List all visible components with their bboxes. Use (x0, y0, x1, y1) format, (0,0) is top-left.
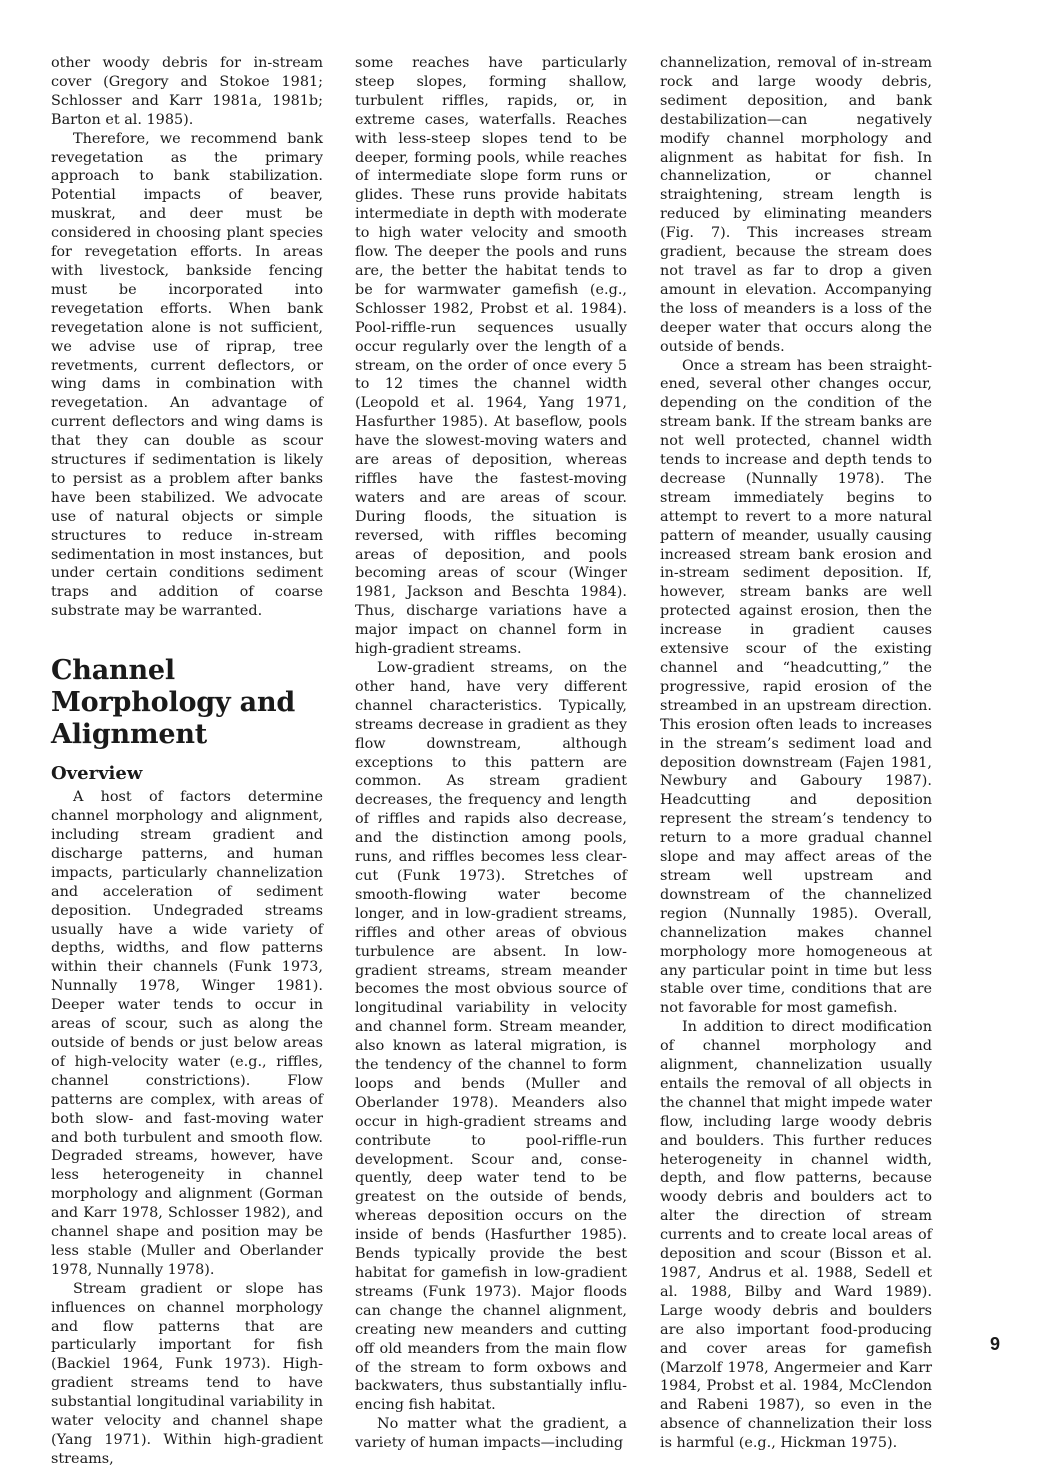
page-number: 9 (990, 1334, 1001, 1354)
body-paragraph: other woody debris for in-stream cover (Gregory and Stokoe 1981; Schlosser and Karr 1981a, 1981b; Barton et al. 1985). (51, 55, 323, 128)
body-paragraph: Therefore, we recommend bank revegetation as the primary approach to bank stabilization. Potential impacts of beaver, muskrat, and deer must be considered in choosing plant species for revegetation efforts. In areas with livestock, bankside fencing must be incorporated into revegetation efforts. When bank revegetation alone is not sufficient, we advise use of riprap, tree revetments, current deflectors, or wing dams in combination with revegetation. An advantage of current deflectors and wing dams is that they can double as scour structures if sedimentation is likely to persist as a problem after banks have been stabilized. We advocate use of natural objects or simple structures to reduce in-stream sedimentation in most instances, but under certain conditions sediment traps and addition of coarse substrate may be warranted. (51, 130, 323, 620)
body-paragraph: A host of factors determine channel morphology and alignment, including stream gradient and discharge patterns, and human impacts, particularly channelization and acceleration of sediment deposition. Undegraded streams usually have a wide variety of depths, widths, and flow patterns within their channels (Funk 1973, Nunnally 1978, Winger 1981). Deeper water tends to occur in areas of scour, such as along the outside of bends or just below areas of high-velocity water (e.g., riffles, channel constrictions). Flow patterns are complex, with areas of both slow- and fast-moving water and both turbulent and smooth flow. Degraded streams, however, have less heterogeneity in channel morphology and alignment (Gorman and Karr 1978, Schlosser 1982), and channel shape and position may be less stable (Muller and Oberlander 1978, Nunnally 1978). (51, 789, 323, 1278)
text-column-right (660, 54, 932, 1453)
text-column-left (51, 54, 323, 1469)
section-title: Channel Morphology and Alignment (51, 655, 296, 751)
body-paragraph: In addition to direct modification of channel morphology and alignment, channelization usually entails the removal of all objects in the channel that might impede water flow, including large woody debris and boulders. This further reduces heterogeneity in channel width, depth, and flow patterns, because woody debris and boulders act to alter the direction of stream currents and to create local areas of deposition and scour (Bisson et al. 1987, Andrus et al. 1988, Sedell et al. 1988, Bilby and Ward 1989). Large woody debris and boulders are also important food-producing and cover areas for gamefish (Marzolf 1978, Angermeier and Karr 1984, Probst et al. 1984, McClendon and Rabeni 1987), so even in the absence of channelization their loss is harmful (e.g., Hickman 1975). (660, 1019, 932, 1452)
body-paragraph: channelization, removal of in-stream rock and large woody debris, sediment deposition, and bank destabilization—can negatively modify channel morphology and alignment as habitat for fish. In channelization, or channel straightening, stream length is reduced by eliminating meanders (Fig. 7). This increases stream gradient, because the stream does not travel as far to drop a given amount in elevation. Accompanying the loss of meanders is a loss of the deeper water that occurs along the outside of bends. (660, 55, 932, 355)
body-paragraph: some reaches have particularly steep slopes, forming shallow, turbulent riffles, rapids, or, in extreme cases, waterfalls. Reaches with less-steep slopes tend to be deeper, forming pools, while reaches of intermediate slope form runs or glides. These runs provide habitats intermediate in depth with moderate to high water velocity and smooth flow. The deeper the pools and runs are, the better the habitat tends to be for warmwater gamefish (e.g., Schlosser 1982, Probst et al. 1984). Pool-riffle-run sequences usually occur regularly over the length of a stream, on the order of once every 5 to 12 times the channel width (Leopold et al. 1964, Yang 1971, Hasfurther 1985). At baseflow, pools have the slowest-moving waters and are areas of deposition, whereas riffles have the fastest-moving waters and are areas of scour. During floods, the situation is reversed, with riffles becoming areas of deposition, and pools becoming areas of scour (Winger 1981, Jackson and Beschta 1984). Thus, discharge variations have a major impact on channel form in high-gradient streams. (355, 55, 627, 658)
body-paragraph: No matter what the gradient, a variety of human impacts—including (355, 1416, 627, 1452)
subheading: Overview (51, 763, 143, 785)
body-paragraph: Stream gradient or slope has influences on channel morphology and flow patterns that are particularly important for fish (Backiel 1964, Funk 1973). High-gradient streams tend to have substantial longitudinal variability in water velocity and channel shape (Yang 1971). Within high-gradient streams, (51, 1280, 323, 1467)
body-paragraph: Once a stream has been straightened, several other changes occur, depending on the condition of the stream bank. If the stream banks are not well protected, channel width tends to increase and depth tends to decrease (Nunnally 1978). The stream immediately begins to attempt to revert to a more natural pattern of meander, usually causing increased stream bank erosion and in-stream sediment deposition. If, however, stream banks are well protected against erosion, then the increase in gradient causes extensive scour of the existing channel and “headcutting,” the progressive, rapid erosion of the streambed in an upstream direction. This erosion often leads to increases in the stream’s sediment load and deposition downstream (Fajen 1981, Newbury and Gaboury 1987). Headcutting and deposition represent the stream’s tendency to return to a more gradual channel slope and may affect areas of the stream well upstream and downstream of the channelized region (Nunnally 1985). Overall, channelization makes channel morphology more homogeneous at any particular point in time but less stable over time, conditions that are not favorable for most gamefish. (660, 357, 932, 1017)
body-paragraph: Low-gradient streams, on the other hand, have very different channel characteristics. Typically, streams decrease in gradient as they flow downstream, although exceptions to this pattern are common. As stream gradient decreases, the frequency and length of riffles and rapids also decrease, and the distinction among pools, runs, and riffles becomes less clear-cut (Funk 1973). Stretches of smooth-flowing water become longer, and in low-gradient streams, riffles and other areas of obvious turbulence are absent. In low-gradient streams, stream meander becomes the most obvious source of longitudinal variability in velocity and channel form. Stream meander, also known as lateral migration, is the tendency of the channel to form loops and bends (Muller and Oberlander 1978). Meanders also occur in high-gradient streams and contribute to pool-riffle-run development. Scour and, consequently, deep water tend to be greatest on the outside of bends, whereas deposition occurs on the inside of bends (Hasfurther 1985). Bends typically provide the best habitat for gamefish in low-gradient streams (Funk 1973). Major floods can change the channel alignment, creating new meanders and cutting off old meanders from the main flow of the stream to form oxbows and backwaters, thus substantially influencing fish habitat. (355, 660, 627, 1414)
text-column-middle (355, 54, 627, 1453)
